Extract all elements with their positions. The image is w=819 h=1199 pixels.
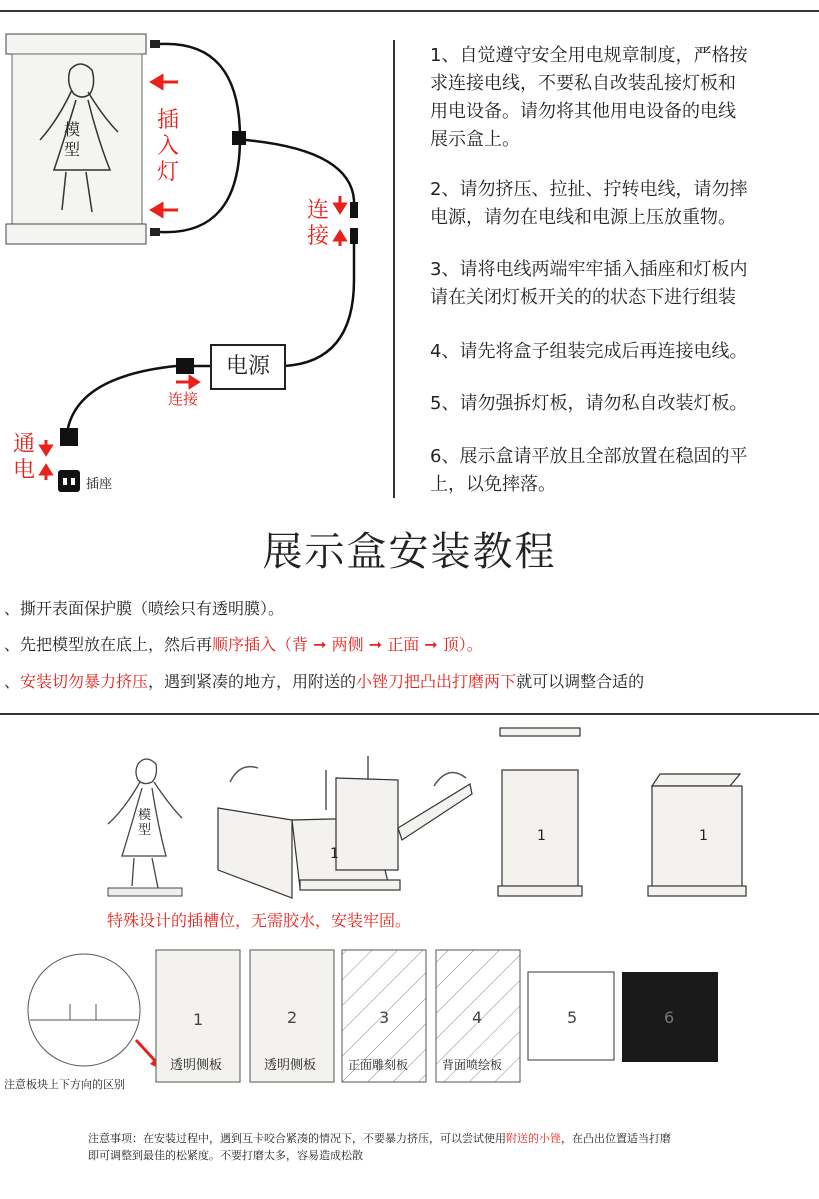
label-insert-light: 插入灯 (156, 108, 179, 185)
panel-3-num: 3 (379, 1008, 390, 1027)
cable-to-socket (68, 366, 176, 428)
unfolding-box (218, 778, 472, 898)
instruction-1-line4: 展示盒上。 (430, 129, 520, 150)
step2-text-c: 正面 (387, 635, 420, 654)
socket-label: 插座 (86, 477, 113, 492)
panel-5-num: 5 (567, 1008, 578, 1027)
power-box: 电源 (210, 344, 286, 390)
power-plug (176, 358, 194, 374)
footer-line1-text-red: 附送的小锉 (506, 1132, 561, 1145)
plug-bottom-left (150, 228, 160, 236)
footer-line1-text-a: 注意事项：在安装过程中，遇到互卡咬合紧凑的情况下，不要暴力挤压，可以尝试使用 (88, 1132, 506, 1145)
wiring-diagram (0, 0, 400, 510)
cable-junction-to-connector (246, 140, 354, 212)
box-assembled-closed (648, 774, 746, 896)
footer-line-1 (88, 1130, 671, 1146)
arrow-right-icon: ➞ (363, 635, 388, 654)
footer-line1-text-b: ，在凸出位置适当打磨 (561, 1132, 671, 1145)
step2-text-a: 、先把模型放在底上，然后再 (4, 635, 213, 654)
step2-text-d: 顶）。 (442, 635, 483, 654)
instruction-2-line2: 电源，请勿在电线和电源上压放重物。 (430, 207, 736, 228)
panel-1-num: 1 (193, 1010, 204, 1029)
tutorial-step-1: 、撕开表面保护膜（喷绘只有透明膜）。 (4, 599, 285, 618)
wall-plug (60, 428, 78, 446)
tutorial-step-3 (4, 669, 644, 692)
step3-text-red2: 小锉刀把凸出打磨两下 (356, 672, 517, 691)
panel-4-num: 4 (472, 1008, 483, 1027)
box-assembled-open (498, 728, 582, 896)
step2-text-red: 顺序插入（背 (212, 635, 309, 654)
label-connect-top: 连接 (306, 198, 329, 249)
light-board-bottom (6, 224, 146, 244)
wiring-model-label: 模型 (63, 120, 80, 159)
step2-text-b: 两侧 (331, 635, 364, 654)
panel-3-label: 正面雕刻板 (348, 1058, 409, 1072)
instruction-5-line1: 5、请勿强拆灯板，请勿私自改装灯板。 (430, 393, 748, 414)
assembly-panel-num-a: 1 (330, 846, 339, 862)
connector-upper (350, 202, 358, 218)
instruction-1-line3: 用电设备。请勿将其他用电设备的电线 (430, 101, 736, 122)
panel-6-num: 6 (664, 1008, 675, 1027)
step3-text-a: 、 (4, 672, 21, 691)
assembly-panel-num-c: 1 (699, 828, 708, 844)
arrow-right-icon: ➞ (419, 635, 443, 654)
panel-4-label: 背面喷绘板 (442, 1058, 503, 1072)
model-base (108, 888, 182, 896)
instruction-1-line2: 求连接电线，不要私自改装乱接灯板和 (430, 73, 736, 94)
socket-icon (58, 470, 80, 492)
plug-top-left (150, 40, 160, 48)
panels-row (0, 940, 819, 1090)
assembly-panel-num-b: 1 (537, 828, 546, 844)
instruction-3-line2: 请在关闭灯板开关的的状态下进行组装 (430, 287, 736, 308)
panel-1-label: 透明侧板 (170, 1058, 223, 1073)
cable-junction (232, 131, 246, 145)
label-power-on: 通电 (12, 432, 35, 483)
tutorial-step-2 (4, 632, 483, 655)
cable-to-power (284, 244, 354, 366)
assembly-illustration (0, 720, 819, 900)
arrow-right-icon: ➞ (308, 635, 332, 654)
section-divider (0, 713, 819, 715)
instruction-2-line1: 2、请勿挤压、拉扯、拧转电线，请勿摔 (430, 179, 748, 200)
direction-note: 注意板块上下方向的区别 (4, 1078, 125, 1091)
label-connect-bottom: 连接 (168, 390, 199, 408)
instruction-6-line2: 上，以免摔落。 (430, 474, 556, 495)
step3-text-b: ，遇到紧凑的地方，用附送的 (148, 672, 357, 691)
panel-2-label: 透明侧板 (264, 1058, 317, 1073)
instruction-3-line1: 3、请将电线两端牢牢插入插座和灯板内 (430, 259, 748, 280)
tutorial-title: 展示盒安装教程 (262, 529, 557, 575)
instruction-6-line1: 6、展示盒请平放且全部放置在稳固的平 (430, 446, 748, 467)
light-board-top (6, 34, 146, 54)
slot-caption: 特殊设计的插槽位，无需胶水，安装牢固。 (107, 911, 412, 930)
footer-line-2: 即可调整到最佳的松紧度。不要打磨太多，容易造成松散 (88, 1149, 363, 1162)
panel-2-num: 2 (287, 1008, 298, 1027)
connector-lower (350, 228, 358, 244)
direction-circle (28, 954, 140, 1066)
instruction-4-line1: 4、请先将盒子组装完成后再连接电线。 (430, 341, 748, 362)
assembly-model-label: 模型 (138, 808, 152, 838)
step3-text-c: 就可以调整合适的 (516, 672, 645, 691)
step3-text-red1: 安装切勿暴力挤压 (20, 672, 149, 691)
instruction-1-line1: 1、自觉遵守安全用电规章制度，严格按 (430, 45, 748, 66)
